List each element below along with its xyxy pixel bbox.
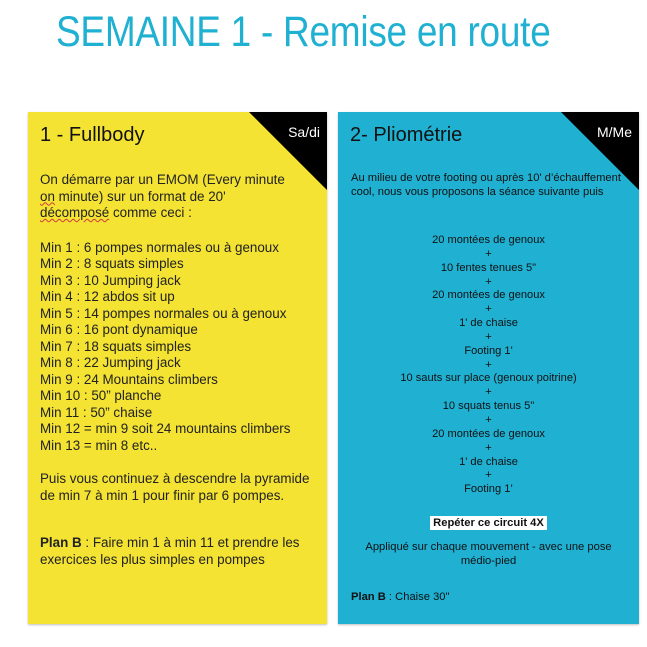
pyramid-paragraph: Puis vous continuez à descendre la pyramide de min 7 à min 1 pour finir par 6 pompes. <box>40 471 310 503</box>
plus-separator: + <box>485 441 492 454</box>
minute-item: Min 1 : 6 pompes normales ou à genoux <box>40 239 279 255</box>
day-label: Sa/di <box>288 124 320 140</box>
pliometrie-card <box>338 112 639 624</box>
minute-item: Min 5 : 14 pompes normales ou à genoux <box>40 305 287 321</box>
plan-b-paragraph <box>40 535 322 568</box>
plus-separator: + <box>485 303 492 316</box>
plus-separator: + <box>485 247 492 260</box>
minute-item: Min 6 : 16 pont dynamique <box>40 322 198 337</box>
plus-separator: + <box>485 358 492 371</box>
circuit-step: Footing 1' <box>464 344 513 357</box>
card-title: 2- Pliométrie <box>350 124 463 146</box>
fullbody-card <box>28 112 327 624</box>
plan-b-label: Plan B <box>351 591 386 603</box>
minute-item: Min 7 : 18 squats simples <box>40 338 192 354</box>
spellcheck-word: décomposé <box>40 205 110 220</box>
plus-separator: + <box>485 386 492 399</box>
intro-part: minute) sur un format de 20' <box>54 188 226 204</box>
circuit-step: Footing 1’ <box>464 483 513 496</box>
applique-note: Appliqué sur chaque mouvement - avec une pose médio-pied <box>365 541 612 567</box>
day-label: M/Me <box>597 124 632 140</box>
intro-part: On démarre par un EMOM (Every minute <box>40 172 285 187</box>
card-title: 1 - Fullbody <box>40 124 145 146</box>
plan-b-text: : Faire min 1 à min 11 et prendre les exercices les plus simples en pompes <box>40 535 300 567</box>
page-title: SEMAINE 1 - Remise en route <box>56 8 551 56</box>
intro-part: comme ceci : <box>109 205 192 220</box>
circuit-step: 20 montées de genoux <box>432 427 545 440</box>
plus-separator: + <box>485 413 492 426</box>
minute-item: Min 10 : 50” planche <box>40 388 162 403</box>
minute-item: Min 3 : 10 Jumping jack <box>40 272 181 288</box>
minute-item: Min 11 : 50” chaise <box>40 404 153 420</box>
circuit-step: 10 sauts sur place (genoux poitrine) <box>400 372 577 385</box>
fullbody-text <box>40 172 322 568</box>
minute-item: Min 4 : 12 abdos sit up <box>40 289 175 304</box>
minute-list <box>40 240 322 455</box>
intro-paragraph: Au milieu de votre footing ou après 10' d’échauffement cool, nous vous proposons la séance suivante puis <box>351 172 621 198</box>
circuit-steps <box>338 234 639 497</box>
minute-item: Min 8 : 22 Jumping jack <box>40 355 181 370</box>
circuit-step: 20 montées de genoux <box>432 234 545 246</box>
minute-item: Min 2 : 8 squats simples <box>40 256 184 271</box>
plan-b-label: Plan B <box>40 535 82 550</box>
repeat-banner <box>338 513 639 531</box>
repeat-label: Repéter ce circuit 4X <box>430 516 547 530</box>
minute-item: Min 9 : 24 Mountains climbers <box>40 371 218 387</box>
plan-b-paragraph <box>351 590 450 604</box>
circuit-step: 1' de chaise <box>459 317 518 330</box>
circuit-step: 20 montées de genoux <box>432 289 545 302</box>
circuit-step: 10 fentes tenues 5" <box>440 261 537 274</box>
minute-item: Min 13 = min 8 etc.. <box>40 437 158 453</box>
circuit-step: 1' de chaise <box>459 455 518 468</box>
minute-item: Min 12 = min 9 soit 24 mountains climbers <box>40 421 291 436</box>
plus-separator: + <box>485 275 492 288</box>
plus-separator: + <box>485 469 492 482</box>
plan-b-text: : Chaise 30" <box>385 591 450 603</box>
circuit-step: 10 squats tenus 5" <box>442 400 535 413</box>
plus-separator: + <box>485 330 492 343</box>
intro-paragraph <box>40 172 322 222</box>
spellcheck-word: on <box>40 188 55 204</box>
